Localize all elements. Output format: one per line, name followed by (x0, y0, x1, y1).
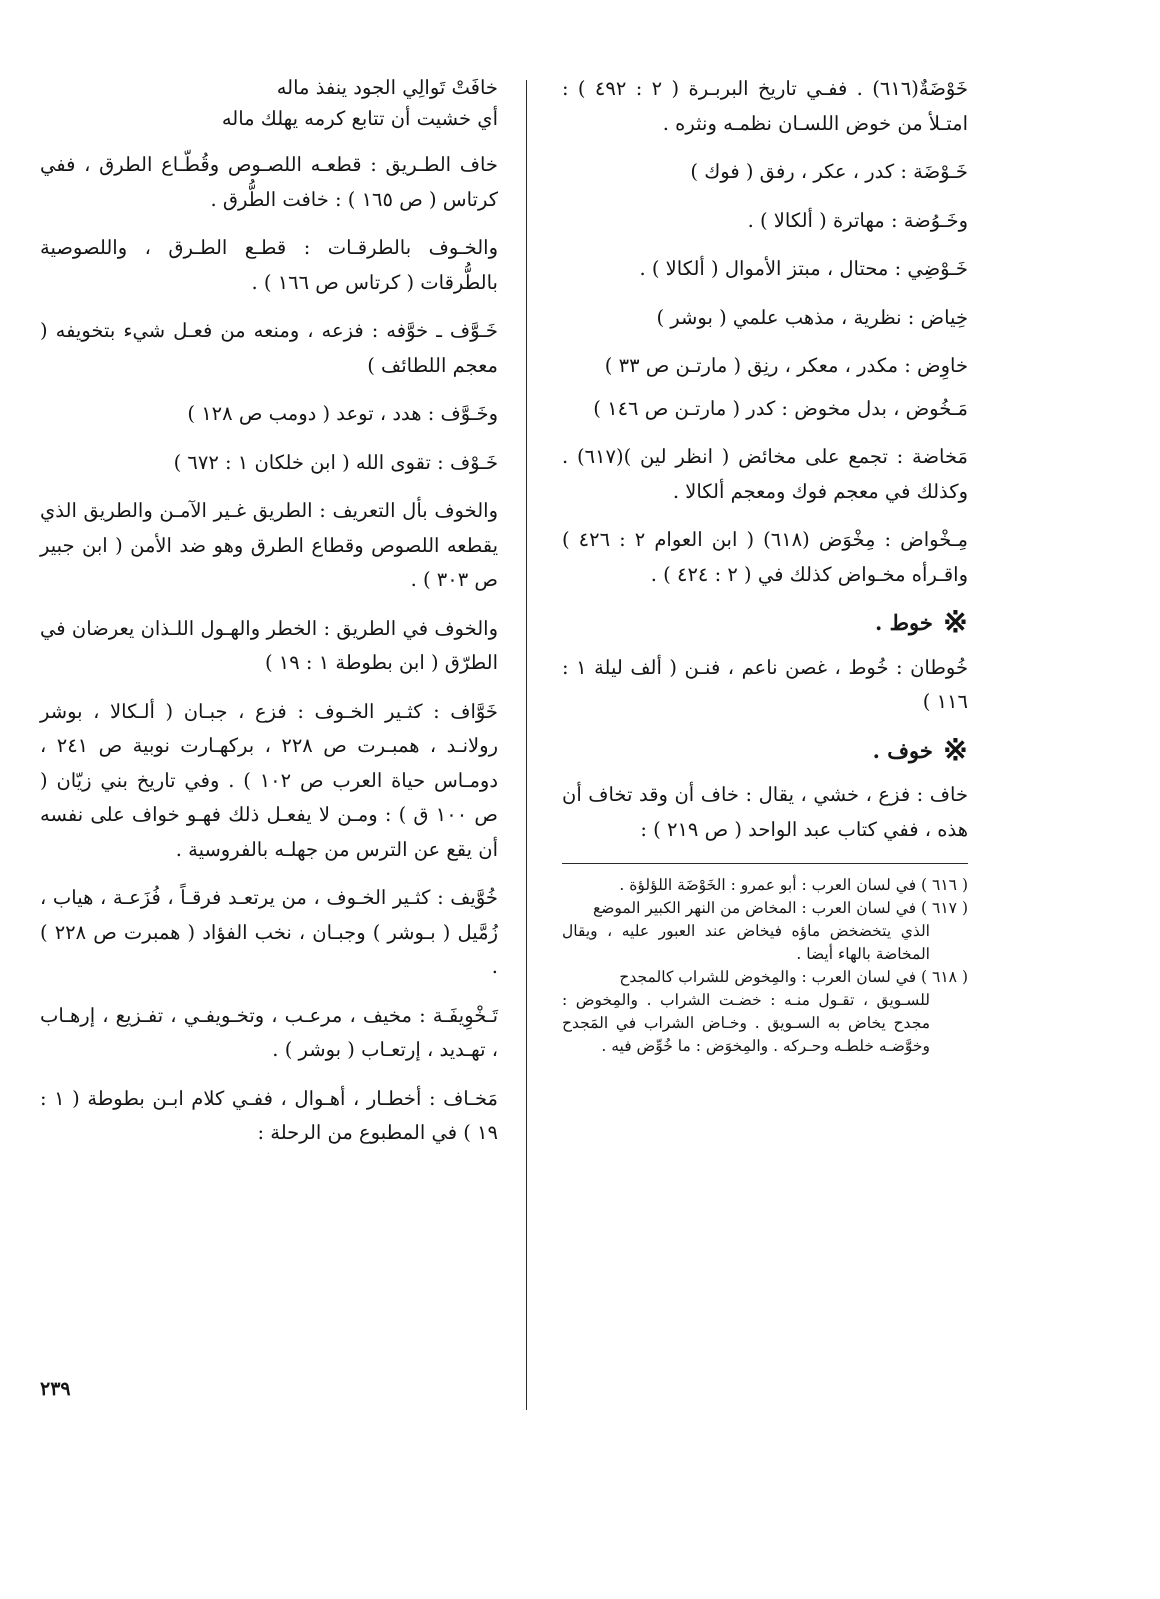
footnote-text: ( ٦١٦ ) في لسان العرب : أبو عمرو : الخَوْضَة اللؤلؤة . (619, 876, 968, 894)
entry-khawf-taqwa: خَـوْف : تقوى الله ( ابن خلكان ١ : ٦٧٢ ) (173, 450, 498, 474)
entry-khutan: خُوطان : خُوط ، غصن ناعم ، فنـن ( ألف ليلة ١ : ١١٦ ) (562, 655, 968, 713)
footnote-text: ( ٦١٨ ) في لسان العرب : والمِخوض للشراب كالمجدح (619, 968, 968, 986)
entry-khawdi: خَـوْضِي : محتال ، مبتز الأموال ( ألكالا ) . (639, 257, 968, 280)
entry-takhwifa: تَـخْوِيفَـة : مخيف ، مرعـب ، وتخـويفـي ، تفـزيع ، إرهـاب ، تهـديد ، إرتعـاب ( بوشر ) . (40, 1003, 498, 1061)
entry-khiyad: خِياض : نظرية ، مذهب علمي ( بوشر ) (656, 305, 968, 329)
entry-khawda-2: خَـوْضَة : كدر ، عكر ، رفق ( فوك ) (690, 160, 968, 183)
footnotes (562, 874, 968, 1058)
headword-text: خوف . (872, 737, 933, 763)
entry-khaf: خاف : فزع ، خشي ، يقال : خاف أن وقد تخاف أن هذه ، ففي كتاب عبد الواحد ( ص ٢١٩ ) : (562, 783, 968, 841)
headword-text: خوط . (874, 610, 933, 635)
footnote-616 (562, 874, 968, 897)
entry-makhada: مَخاضة : تجمع على مخائض ( انظر لين )(٦١٧) . وكذلك في معجم فوك ومعجم ألكالا . (562, 445, 968, 503)
right-column (562, 72, 968, 1058)
page-number: ٢٣٩ (40, 1378, 71, 1400)
entry-khawwaf-threat: وخَـوَّف : هدد ، توعد ( دومب ص ١٢٨ ) (187, 402, 498, 425)
headword-khwt (518, 606, 968, 641)
asterism-icon: ※ (942, 605, 968, 641)
entry-khawf-turuqat: والخـوف بالطرقـات : قطـع الطـرق ، واللصوصية بالطُّرقات ( كرتاس ص ١٦٦ ) . (40, 236, 498, 294)
footnote-617 (562, 897, 968, 966)
entry-makhaf: مَخـاف : أخطـار ، أهـوال ، ففـي كلام ابـن بطوطة ( ١ : ١٩ ) في المطبوع من الرحلة : (40, 1086, 498, 1144)
entry-al-khawf: والخوف بأل التعريف : الطريق غـير الآمـن والطريق الذي يقطعه اللصوص وقطاع الطرق وهو ضد الأمن ( ابن جبير ص ٣٠٣ ) . (40, 499, 498, 591)
entry-makhud: مَـخُوض ، بدل مخوض : كدر ( مارتـن ص ١٤٦ ) (593, 396, 968, 420)
asterism-icon: ※ (942, 732, 968, 768)
entry-khawf-tariq: والخوف في الطريق : الخطر والهـول اللـذان يعرضان في الطرّق ( ابن بطوطة ١ : ١٩ ) (40, 616, 498, 674)
verse-line-2: أي خشيت أن تتابع كرمه يهلك ماله (221, 107, 498, 130)
entry-khawda-1: خَوْضَةٌ(٦١٦) . ففـي تاريخ البربـرة ( ٢ : ٤٩٢ ) : امتـلأ من خوض اللسـان نظمـه ونثره . (562, 77, 969, 135)
entry-khawda-3: وخَـوُضة : مهاترة ( ألكالا ) . (747, 208, 968, 232)
footnote-618 (562, 966, 968, 1058)
verse-line-1: خافَتْ تَوالِي الجود ينفذ ماله (276, 76, 498, 99)
headword-khwf (518, 734, 968, 769)
footnote-continuation: الذي يتخضخض ماؤه فيخاض عند العبور عليه ، ويقال المخاضة بالهاء أيضا . (562, 922, 930, 963)
entry-khaf-tariq: خاف الطـريق : قطعـه اللصـوص وقُطّـاع الطرق ، ففي كرتاس ( ص ١٦٥ ) : خافت الطُّرق . (40, 153, 498, 211)
entry-khuwayf: خُوَّيف : كثـير الخـوف ، من يرتعـد فرقـاً ، فُزَعـة ، هياب ، زُمَّيل ( بـوشر ) وجبـان ، نخب الفؤاد ( همبرت ص ٢٢٨ ) . (40, 886, 498, 978)
entry-mikhwad: مِـخْواض : مِخْوَض (٦١٨) ( ابن العوام ٢ : ٤٢٦ ) واقـرأه مخـواض كذلك في ( ٢ : ٤٢٤ ) . (562, 528, 968, 586)
footnote-divider (562, 863, 968, 864)
left-column (40, 72, 498, 1159)
entry-khawwaf-verb: خَـوَّف ـ خوَّفه : فزعه ، ومنعه من فعـل شيء بتخويفه ( معجم اللطائف ) (40, 319, 498, 377)
column-divider (526, 80, 527, 1410)
footnote-continuation: للسـويق ، تقـول منـه : خضـت الشراب . والمِخوض : مجدح يخاض به السـويق . وخـاض الشراب في المَجدح وخوَّضـه خلطـه وحـركه . والمِخوَض : ما خُوِّض فيه . (562, 991, 930, 1055)
footnote-text: ( ٦١٧ ) في لسان العرب : المخاض من النهر الكبير الموضع (592, 899, 968, 917)
entry-khawid: خاوِض : مكدر ، معكر ، رنِق ( مارتـن ص ٣٣ ) (604, 354, 968, 377)
entry-khawwaf-noun: خَوَّاف : كثـير الخـوف : فزع ، جبـان ( ألـكالا ، بوشر رولانـد ، همبـرت ص ٢٢٨ ، بركهـارت نوبية ص ٢٤١ ، دومـاس حياة العرب ص ١٠٢ ) . وفي تاريخ بني زيّان ( ص ١٠٠ ق ) : ومـن لا يفعـل ذلك فهـو خواف على نفسه أن يقع عن الترس من جهلـه بالفروسية . (40, 699, 499, 861)
